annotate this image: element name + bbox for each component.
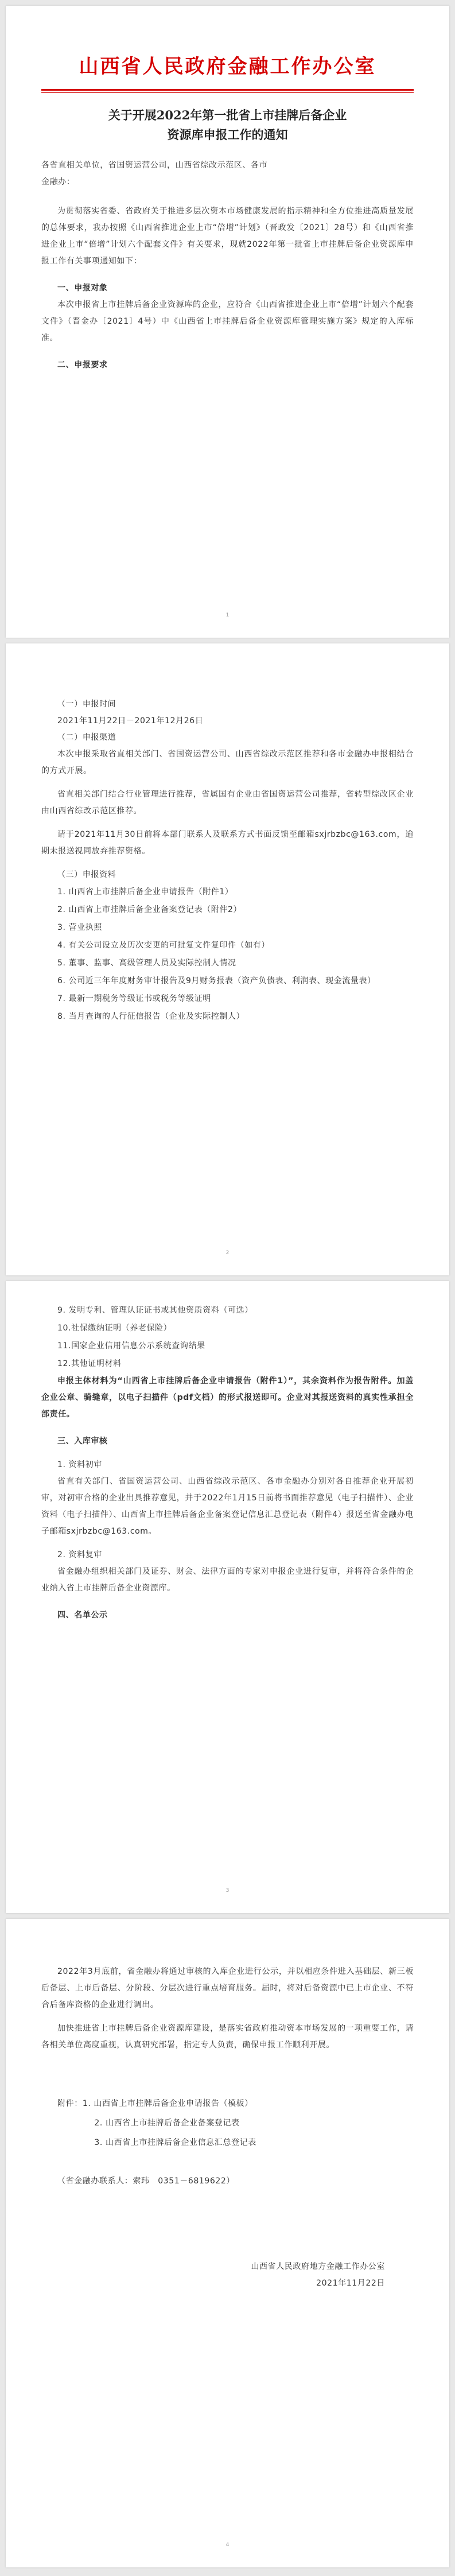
list-item: 6. 公司近三年年度财务审计报告及9月财务报表（资产负债表、利润表、现金流量表） — [57, 976, 376, 986]
section-3-heading: 三、入库审核 — [57, 1437, 108, 1446]
channel-paragraph-3: 请于2021年11月30日前将本部门联系人及联系方式书面反馈至邮箱sxjrbzbc@163.com，逾期未报送视同放弃推荐资格。 — [41, 830, 414, 856]
page-number: 1 — [225, 612, 230, 618]
section-4-paragraph-1: 2022年3月底前，省金融办将通过审核的入库企业进行公示，并以相应条件进入基础层、新三板后备层、上市后备层、分阶段、分层次进行重点培育服务。届时，将对后备资源中已上市企业、不符合后备库资格的企业进行调出。 — [41, 1967, 414, 2009]
list-item: 7. 最新一期税务等级证书或税务等级证明 — [57, 994, 211, 1003]
intro-paragraph: 为贯彻落实省委、省政府关于推进多层次资本市场健康发展的指示精神和全方位推进高质量发展的总体要求，我办按照《山西省推进企业上市“倍增”计划》（晋政发〔2021〕28号）和《山西省推进企业上市“倍增”计划六个配套文件》有关要求，现就2022年第一批省上市挂牌后备企业资源库申报工作有关事项通知如下： — [41, 207, 414, 266]
channel-heading: （二）申报渠道 — [57, 733, 116, 742]
page-4 — [6, 1919, 449, 2567]
section-4-paragraph-2: 加快推进省上市挂牌后备企业资源库建设，是落实省政府推动资本市场发展的一项重要工作，请各相关单位高度重视，认真研究部署，指定专人负责，确保申报工作顺利开展。 — [41, 2024, 414, 2050]
attachment-item — [41, 2094, 414, 2113]
section-1-heading: 一、申报对象 — [57, 284, 108, 293]
section-1-body: 本次申报省上市挂牌后备企业资源库的企业，应符合《山西省推进企业上市“倍增”计划六个配套文件》（晋金办〔2021〕4号）中《山西省上市挂牌后备企业资源库管理实施方案》规定的入库标准。 — [41, 300, 414, 343]
red-divider — [41, 89, 414, 91]
materials-note: 申报主体材料为“山西省上市挂牌后备企业申请报告（附件1）”，其余资料作为报告附件。加盖企业公章、骑缝章，以电子扫描件（pdf文档）的形式报送即可。企业对其报送资料的真实性承担全部责任。 — [41, 1376, 414, 1419]
office-header-title: 山西省人民政府金融工作办公室 — [79, 55, 376, 78]
contact-info: （省金融办联系人：索玮 0351－6819622） — [57, 2177, 235, 2186]
materials-heading: （三）申报资料 — [57, 870, 116, 879]
list-item: 8. 当月查询的人行征信报告（企业及实际控制人） — [57, 1012, 245, 1021]
page-1 — [6, 6, 449, 638]
channel-paragraph-1: 本次申报采取省直相关部门、省国资运营公司、山西省综改示范区推荐和各市金融办申报相结合的方式开展。 — [41, 750, 414, 775]
list-item: 11.国家企业信用信息公示系统查询结果 — [57, 1341, 205, 1351]
attachment-item: 2. 山西省上市挂牌后备企业备案登记表 — [94, 2119, 240, 2128]
list-item: 10.社保缴纳证明（养老保险） — [57, 1324, 172, 1333]
page-3 — [6, 1281, 449, 1913]
page-2 — [6, 643, 449, 1275]
signature-org: 山西省人民政府地方金融工作办公室 — [251, 2262, 385, 2271]
section-3-sub2-heading: 2. 资料复审 — [57, 1550, 103, 1559]
document-title-line-2: 资源库申报工作的通知 — [167, 127, 288, 142]
page-number: 4 — [225, 2542, 230, 2548]
attachment-item: 3. 山西省上市挂牌后备企业信息汇总登记表 — [94, 2138, 256, 2147]
section-3-sub1-heading: 1. 资料初审 — [57, 1460, 103, 1469]
addressee-line-1: 各省直相关单位，省国资运营公司，山西省综改示范区、各市 — [41, 161, 268, 170]
document-title-line-1: 关于开展2022年第一批省上市挂牌后备企业 — [108, 108, 347, 122]
attachments-label: 附件： — [57, 2099, 83, 2108]
list-item: 1. 山西省上市挂牌后备企业申请报告（附件1） — [57, 887, 234, 897]
list-item: 9. 发明专利、管理认证证书或其他资质资料（可选） — [57, 1306, 253, 1315]
signature-block — [41, 2259, 414, 2292]
section-3-sub1-body: 省直有关部门、省国资运营公司、山西省综改示范区、各市金融办分别对各自推荐企业开展初审，对初审合格的企业出具推荐意见，并于2022年1月15日前将书面推荐意见（电子扫描件）、企业资料（电子扫描件）、山西省上市挂牌后备企业备案登记信息汇总登记表（附件4）报送至省金融办电子邮箱sxjrbzbc@163.com。 — [41, 1477, 414, 1536]
section-4-heading: 四、名单公示 — [57, 1611, 108, 1620]
attachments-block — [41, 2094, 414, 2152]
document-title — [41, 106, 414, 145]
addressee-line-2: 金融办： — [41, 177, 75, 187]
time-heading: （一）申报时间 — [57, 700, 116, 709]
signature-date: 2021年11月22日 — [316, 2279, 385, 2288]
attachment-1: 1. 山西省上市挂牌后备企业申请报告（模板） — [82, 2099, 253, 2108]
list-item: 2. 山西省上市挂牌后备企业备案登记表（附件2） — [57, 905, 242, 914]
page-number: 2 — [225, 1250, 230, 1256]
section-3-sub2-body: 省金融办组织相关部门及证券、财会、法律方面的专家对申报企业进行复审，并将符合条件的企业纳入省上市挂牌后备企业资源库。 — [41, 1567, 414, 1593]
time-value: 2021年11月22日－2021年12月26日 — [57, 716, 204, 726]
red-divider-thin — [41, 92, 414, 93]
page-number: 3 — [225, 1888, 230, 1894]
list-item: 5. 董事、监事、高级管理人员及实际控制人情况 — [57, 959, 236, 968]
list-item: 4. 有关公司设立及历次变更的可批复文件复印件（如有） — [57, 941, 270, 950]
section-2-heading: 二、申报要求 — [57, 360, 108, 370]
list-item: 12.其他证明材料 — [57, 1359, 122, 1368]
list-item: 3. 营业执照 — [57, 923, 103, 932]
channel-paragraph-2: 省直相关部门结合行业管理进行推荐，省属国有企业由省国资运营公司推荐，省转型综改区企业由山西省综改示范区推荐。 — [41, 790, 414, 816]
